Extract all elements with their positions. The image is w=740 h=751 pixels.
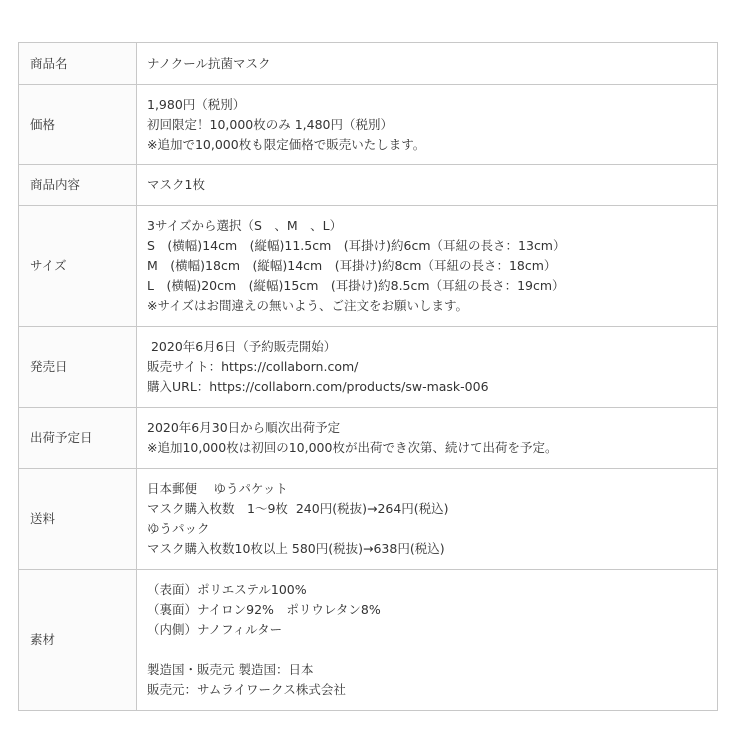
row-label: 送料: [19, 469, 137, 570]
row-ship-date: [19, 408, 718, 469]
row-product-name: [19, 43, 718, 85]
value-line: 3サイズから選択（S 、M 、L）: [147, 218, 343, 233]
value-line: L (横幅)20cm (縦幅)15cm (耳掛け)約8.5cm（耳紐の長さ：19cm）: [147, 278, 565, 293]
value-line: 1,980円（税別）: [147, 96, 246, 112]
row-value: [137, 165, 718, 206]
row-label: 商品名: [19, 43, 137, 85]
row-value: [137, 327, 718, 408]
row-label: 素材: [19, 570, 137, 711]
row-shipping: [19, 469, 718, 570]
value-line: （内側）ナノフィルター: [147, 622, 283, 637]
value-line: S (横幅)14cm (縦幅)11.5cm (耳掛け)約6cm（耳紐の長さ：13cm）: [147, 238, 566, 253]
row-label: 出荷予定日: [19, 408, 137, 469]
value-line: 製造国・販売元 製造国：日本: [147, 662, 314, 677]
row-price: [19, 85, 718, 165]
value-line: 販売サイト：https://collaborn.com/: [147, 359, 359, 374]
row-release-date: [19, 327, 718, 408]
value-line: 日本郵便 ゆうパケット: [147, 481, 288, 496]
row-contents: [19, 165, 718, 206]
row-label: サイズ: [19, 206, 137, 327]
row-value: [137, 43, 718, 85]
value-line: ゆうパック: [147, 521, 210, 536]
product-spec-table: [18, 42, 718, 711]
value-line: マスク購入枚数 1〜9枚 240円(税抜)→264円(税込): [147, 501, 449, 516]
value-line: ナノクール抗菌マスク: [147, 55, 271, 71]
value-line: （表面）ポリエステル100%: [147, 582, 307, 597]
row-material: [19, 570, 718, 711]
value-line: （裏面）ナイロン92% ポリウレタン8%: [147, 602, 381, 617]
value-line: 販売元：サムライワークス株式会社: [147, 682, 346, 697]
row-size: [19, 206, 718, 327]
value-line: 初回限定！10,000枚のみ 1,480円（税別）: [147, 116, 393, 132]
row-value: [137, 85, 718, 165]
row-label: 価格: [19, 85, 137, 165]
value-line: マスク購入枚数10枚以上 580円(税抜)→638円(税込): [147, 541, 445, 556]
value-line: 2020年6月30日から順次出荷予定: [147, 420, 341, 435]
value-line: [147, 640, 711, 660]
row-value: [137, 408, 718, 469]
value-line: ※追加で10,000枚も限定価格で販売いたします。: [147, 136, 426, 152]
value-line: 2020年6月6日（予約販売開始）: [147, 339, 337, 354]
row-value: [137, 570, 718, 711]
value-line: 購入URL：https://collaborn.com/products/sw-mask-006: [147, 379, 489, 394]
row-label: 発売日: [19, 327, 137, 408]
value-line: M (横幅)18cm (縦幅)14cm (耳掛け)約8cm（耳紐の長さ：18cm）: [147, 258, 557, 273]
value-line: ※追加10,000枚は初回の10,000枚が出荷でき次第、続けて出荷を予定。: [147, 440, 558, 455]
value-line: マスク1枚: [147, 177, 205, 192]
value-line: ※サイズはお間違えの無いよう、ご注文をお願いします。: [147, 298, 468, 313]
row-value: [137, 206, 718, 327]
row-label: 商品内容: [19, 165, 137, 206]
row-value: [137, 469, 718, 570]
